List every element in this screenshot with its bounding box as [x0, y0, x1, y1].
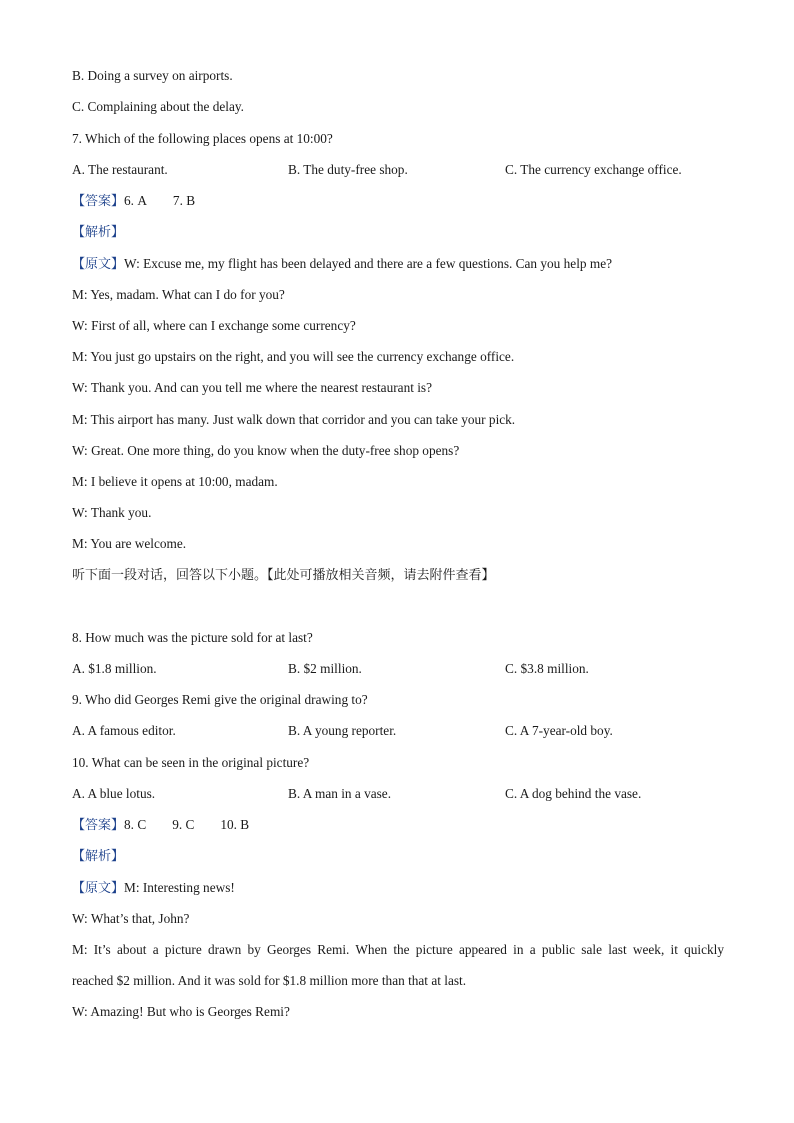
- answer-line-2: [72, 816, 724, 835]
- q9-stem: 9. Who did Georges Remi give the original drawing to?: [72, 692, 368, 707]
- q10-option-a: A. A blue lotus.: [72, 786, 156, 801]
- q7-stem: 7. Which of the following places opens at 10:00?: [72, 131, 333, 146]
- transcript-line-2-5: W: Amazing! But who is Georges Remi?: [72, 1004, 290, 1019]
- transcript-text: M: Interesting news!: [124, 880, 235, 895]
- answer-tag: 【答案】: [72, 194, 125, 209]
- transcript-line-1-2: M: Yes, madam. What can I do for you?: [72, 287, 285, 302]
- q8-stem: 8. How much was the picture sold for at last?: [72, 630, 313, 645]
- answer-tag: 【答案】: [72, 818, 125, 833]
- transcript-line-1-4: M: You just go upstairs on the right, and you will see the currency exchange office.: [72, 349, 515, 364]
- q7-option-b: B. The duty-free shop.: [288, 162, 408, 177]
- transcript-tag: 【原文】: [72, 257, 125, 272]
- transcript-line-2-2: W: What’s that, John?: [72, 911, 190, 926]
- q8-option-a: A. $1.8 million.: [72, 661, 157, 676]
- answer-line-1: [72, 192, 724, 211]
- answer-6: 6. A: [124, 193, 147, 208]
- transcript-tag: 【原文】: [72, 881, 125, 896]
- q6-option-c: C. Complaining about the delay.: [72, 99, 244, 114]
- transcript-line-1-8: M: I believe it opens at 10:00, madam.: [72, 474, 278, 489]
- q9-option-a: A. A famous editor.: [72, 723, 176, 738]
- answer-10: 10. B: [220, 817, 250, 832]
- answer-8: 8. C: [124, 817, 147, 832]
- q9-option-c: C. A 7-year-old boy.: [505, 723, 613, 738]
- transcript-text: W: Excuse me, my flight has been delayed and there are a few questions. Can you help me?: [124, 256, 613, 271]
- transcript-line-1-3: W: First of all, where can I exchange some currency?: [72, 318, 356, 333]
- analysis-tag: 【解析】: [72, 849, 125, 864]
- transcript-line-1-7: W: Great. One more thing, do you know when the duty-free shop opens?: [72, 443, 460, 458]
- q10-option-c: C. A dog behind the vase.: [505, 786, 642, 801]
- transcript-line-2-1: [72, 879, 724, 898]
- q10-option-b: B. A man in a vase.: [288, 786, 392, 801]
- transcript-line-1-6: M: This airport has many. Just walk down that corridor and you can take your pick.: [72, 412, 516, 427]
- listening-instruction: 听下面一段对话，回答以下小题。【此处可播放相关音频，请去附件查看】: [72, 568, 495, 583]
- q7-option-c: C. The currency exchange office.: [505, 162, 682, 177]
- analysis-line-2: [72, 847, 724, 866]
- transcript-line-1-1: [72, 255, 724, 274]
- analysis-line-1: [72, 223, 724, 242]
- analysis-tag: 【解析】: [72, 225, 125, 240]
- q9-option-b: B. A young reporter.: [288, 723, 397, 738]
- q8-option-b: B. $2 million.: [288, 661, 362, 676]
- q7-option-a: A. The restaurant.: [72, 162, 168, 177]
- q10-stem: 10. What can be seen in the original picture?: [72, 755, 310, 770]
- transcript-line-2-4: reached $2 million. And it was sold for $1.8 million more than that at last.: [72, 973, 467, 988]
- q8-option-c: C. $3.8 million.: [505, 661, 589, 676]
- transcript-line-2-3: M: It’s about a picture drawn by Georges Remi. When the picture appeared in a public sale last week, it quickly: [72, 942, 724, 957]
- answer-9: 9. C: [172, 817, 195, 832]
- q6-option-b: B. Doing a survey on airports.: [72, 68, 233, 83]
- transcript-line-1-9: W: Thank you.: [72, 505, 152, 520]
- transcript-line-1-10: M: You are welcome.: [72, 536, 187, 551]
- answer-7: 7. B: [172, 193, 196, 208]
- transcript-line-1-5: W: Thank you. And can you tell me where the nearest restaurant is?: [72, 380, 433, 395]
